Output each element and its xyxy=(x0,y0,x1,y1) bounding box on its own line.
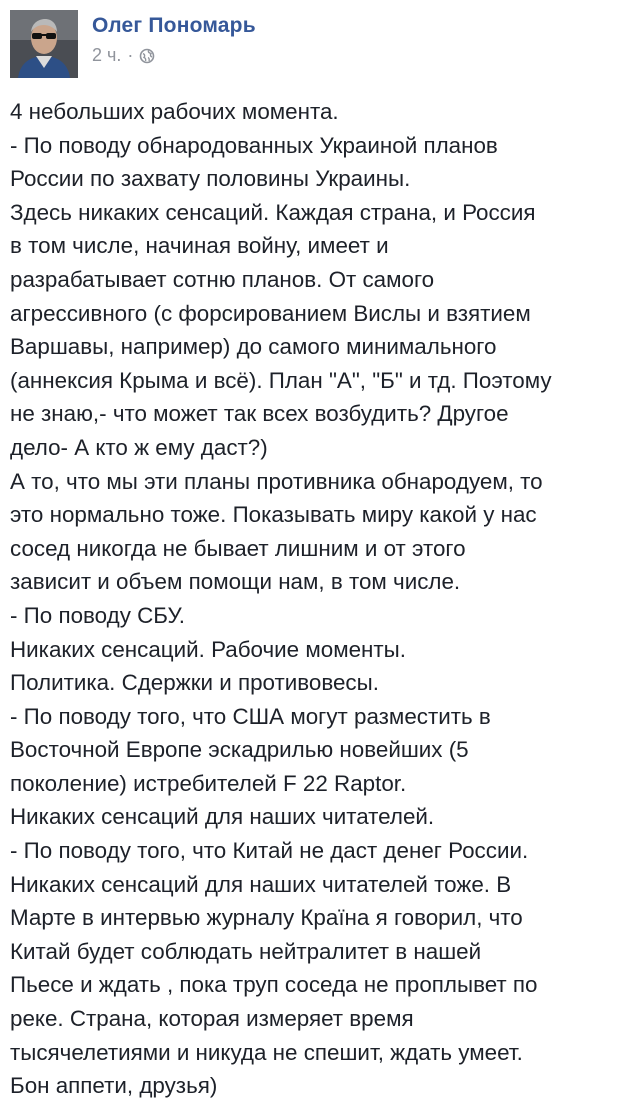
post-text-line: Пьесе и ждать , пока труп соседа не проплывет по xyxy=(10,972,538,998)
post-timestamp[interactable]: 2 ч. xyxy=(92,45,122,65)
post-text-line: это нормально тоже. Показывать миру какой у нас xyxy=(10,502,537,528)
post-text-line: Китай будет соблюдать нейтралитет в нашей xyxy=(10,938,482,964)
post-text xyxy=(10,95,610,1103)
post-text-line: в том числе, начиная войну, имеет и xyxy=(10,233,389,259)
post-text-line: Варшавы, например) до самого минимального xyxy=(10,334,497,360)
post-text-line: агрессивного (с форсированием Вислы и взятием xyxy=(10,300,531,326)
author-avatar[interactable] xyxy=(10,10,78,78)
post-text-line: Никаких сенсаций. Рабочие моменты. xyxy=(10,636,406,662)
post-text-line: не знаю,- что может так всех возбудить? Другое xyxy=(10,401,509,427)
post-text-line: поколение) истребителей F 22 Raptor. xyxy=(10,770,407,796)
post-text-line: - По поводу того, что Китай не даст денег России. xyxy=(10,838,529,864)
post-text-line: А то, что мы эти планы противника обнародуем, то xyxy=(10,468,543,494)
profile-photo-icon xyxy=(10,10,78,78)
post-text-line: России по захвату половины Украины. xyxy=(10,166,411,192)
globe-icon[interactable] xyxy=(139,47,155,63)
post-text-line: Восточной Европе эскадрилью новейших (5 xyxy=(10,737,469,763)
author-block xyxy=(92,10,256,66)
post-text-line: зависит и объем помощи нам, в том числе. xyxy=(10,569,461,595)
post-text-line: Здесь никаких сенсаций. Каждая страна, и Россия xyxy=(10,199,536,225)
post-text-line: 4 небольших рабочих момента. xyxy=(10,99,339,124)
post-text-line: Никаких сенсаций для наших читателей. xyxy=(10,804,435,830)
post-text-line: сосед никогда не бывает лишним и от этого xyxy=(10,535,466,561)
post-text-line: - По поводу того, что США могут разместить в xyxy=(10,703,491,729)
post-text-line: реке. Страна, которая измеряет время xyxy=(10,1006,414,1032)
author-name-link[interactable]: Олег Пономарь xyxy=(92,14,256,37)
post-header xyxy=(10,10,256,78)
meta-separator: · xyxy=(127,45,134,65)
post-text-line: - По поводу СБУ. xyxy=(10,602,185,628)
post-meta xyxy=(92,44,256,66)
post-text-line: - По поводу обнародованных Украиной планов xyxy=(10,132,498,158)
post-text-line: Никаких сенсаций для наших читателей тоже. В xyxy=(10,871,512,897)
post-text-line: Бон аппети, друзья) xyxy=(10,1073,218,1099)
post-text-line: тысячелетиями и никуда не спешит, ждать умеет. xyxy=(10,1039,523,1065)
post-text-line: Политика. Сдержки и противовесы. xyxy=(10,670,379,696)
post-text-line: разрабатывает сотню планов. От самого xyxy=(10,266,435,292)
post-text-line: дело- А кто ж ему даст?) xyxy=(10,434,268,460)
post-text-line: Марте в интервью журналу Країна я говорил, что xyxy=(10,905,523,931)
post-text-line: (аннексия Крыма и всё). План "А", "Б" и тд. Поэтому xyxy=(10,367,552,393)
